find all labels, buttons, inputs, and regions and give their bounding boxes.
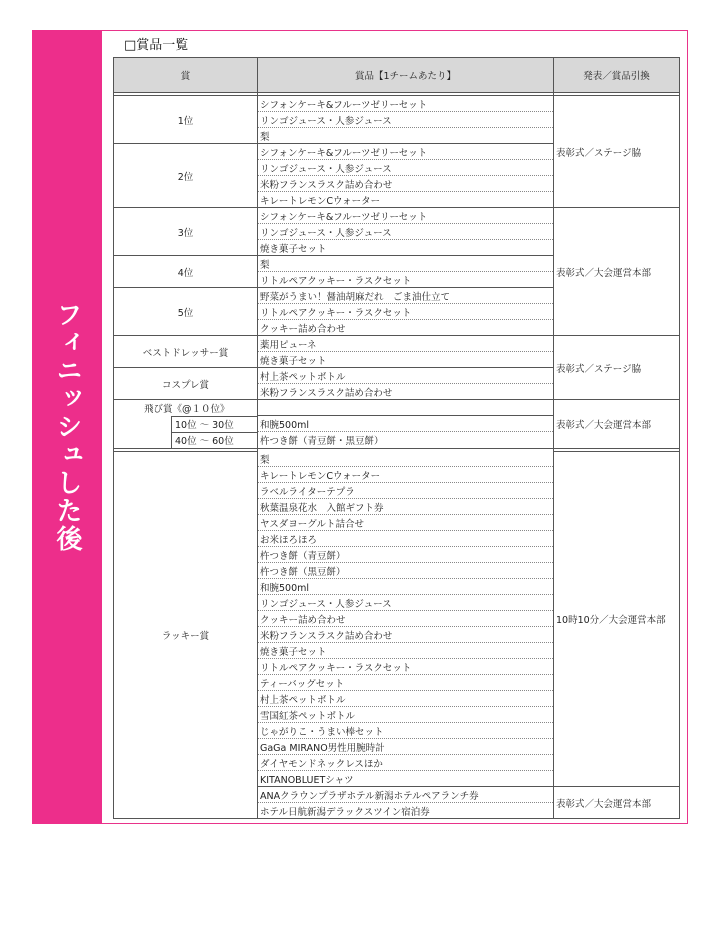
prize-table: [113, 57, 680, 819]
rank-4-label: 4位: [114, 256, 258, 288]
prize-item: リンゴジュース・人参ジュース: [258, 224, 554, 240]
header-prize: 賞品【1チームあたり】: [258, 58, 554, 93]
prize-item: ANAクラウンプラザホテル新潟ホテルペアランチ券: [258, 787, 554, 803]
announce-stage: 表彰式／ステージ脇: [554, 96, 680, 208]
prize-item: 雪国紅茶ペットボトル: [258, 707, 554, 723]
prize-item: リトルペアクッキー・ラスクセット: [258, 304, 554, 320]
sidebar-title: フィニッシュした後: [52, 301, 82, 553]
prize-item: 米粉フランスラスク詰め合わせ: [258, 627, 554, 643]
prize-item: クッキー詰め合わせ: [258, 611, 554, 627]
prize-item: 村上茶ペットボトル: [258, 368, 554, 384]
prize-item: ラベルライターテプラ: [258, 483, 554, 499]
prize-item: シフォンケーキ&フルーツゼリーセット: [258, 96, 554, 112]
prize-item: リトルペアクッキー・ラスクセット: [258, 272, 554, 288]
announce-hq: 表彰式／大会運営本部: [554, 208, 680, 336]
prize-item: 梨: [258, 451, 554, 467]
table-row: [114, 451, 680, 467]
prize-item: 米粉フランスラスク詰め合わせ: [258, 176, 554, 192]
prize-item: 米粉フランスラスク詰め合わせ: [258, 384, 554, 400]
tobi-label: 飛び賞《@１０位》: [114, 400, 258, 416]
table-row: [114, 96, 680, 112]
prize-item: リンゴジュース・人参ジュース: [258, 112, 554, 128]
tobi-sub-label: 10位 ～ 30位: [172, 416, 257, 432]
header-announce: 発表／賞品引換: [554, 58, 680, 93]
rank-1-label: 1位: [114, 96, 258, 144]
table-row: [114, 336, 680, 352]
cosplay-label: コスプレ賞: [114, 368, 258, 400]
prize-item: 焼き菓子セット: [258, 352, 554, 368]
prize-item: じゃがりこ・うまい棒セット: [258, 723, 554, 739]
prize-item: キレートレモンCウォーター: [258, 192, 554, 208]
prize-item: 梨: [258, 128, 554, 144]
prize-item: リトルペアクッキー・ラスクセット: [258, 659, 554, 675]
announce-hq-3: 表彰式／大会運営本部: [554, 787, 680, 819]
prize-item: 杵つき餅（青豆餅・黒豆餅）: [258, 432, 554, 449]
prize-item: 薬用ピューネ: [258, 336, 554, 352]
prize-item: 杵つき餅（青豆餅）: [258, 547, 554, 563]
prize-item: KITANOBLUETシャツ: [258, 771, 554, 787]
prize-item: 村上茶ペットボトル: [258, 691, 554, 707]
rank-2-label: 2位: [114, 144, 258, 208]
lucky-label: ラッキー賞: [114, 451, 258, 819]
sidebar-banner: [32, 30, 102, 824]
prize-item: 焼き菓子セット: [258, 643, 554, 659]
prize-item: 和腕500ml: [258, 416, 554, 432]
prize-item: キレートレモンCウォーター: [258, 467, 554, 483]
announce-lucky-time: 10時10分／大会運営本部: [554, 451, 680, 787]
announce-stage-2: 表彰式／ステージ脇: [554, 336, 680, 400]
prize-item-empty: [258, 400, 554, 416]
prize-item: 焼き菓子セット: [258, 240, 554, 256]
prize-item: ヤスダヨーグルト詰合せ: [258, 515, 554, 531]
table-row: [114, 400, 680, 416]
prize-item: リンゴジュース・人参ジュース: [258, 595, 554, 611]
best-dresser-label: ベストドレッサー賞: [114, 336, 258, 368]
rank-3-label: 3位: [114, 208, 258, 256]
tobi-sub-label: 40位 ～ 60位: [172, 432, 257, 448]
header-row: [114, 58, 680, 93]
prize-item: ティーバッグセット: [258, 675, 554, 691]
prize-item: ホテル日航新潟デラックスツイン宿泊券: [258, 803, 554, 819]
prize-item: 和腕500ml: [258, 579, 554, 595]
prize-item: 杵つき餅（黒豆餅）: [258, 563, 554, 579]
prize-item: クッキー詰め合わせ: [258, 320, 554, 336]
rank-5-label: 5位: [114, 288, 258, 336]
prize-item: シフォンケーキ&フルーツゼリーセット: [258, 144, 554, 160]
prize-item: リンゴジュース・人参ジュース: [258, 160, 554, 176]
prize-item: 野菜がうまい！醤油胡麻だれ ごま油仕立て: [258, 288, 554, 304]
prize-item: 秋葉温泉花水 入館ギフト券: [258, 499, 554, 515]
prize-item: GaGa MIRANO男性用腕時計: [258, 739, 554, 755]
header-award: 賞: [114, 58, 258, 93]
prize-item: お米ほろほろ: [258, 531, 554, 547]
announce-hq-2: 表彰式／大会運営本部: [554, 400, 680, 449]
table-row: [114, 208, 680, 224]
prize-item: ダイヤモンドネックレスほか: [258, 755, 554, 771]
prize-item: 梨: [258, 256, 554, 272]
prize-item: シフォンケーキ&フルーツゼリーセット: [258, 208, 554, 224]
section-title: □賞品一覧: [124, 38, 189, 53]
